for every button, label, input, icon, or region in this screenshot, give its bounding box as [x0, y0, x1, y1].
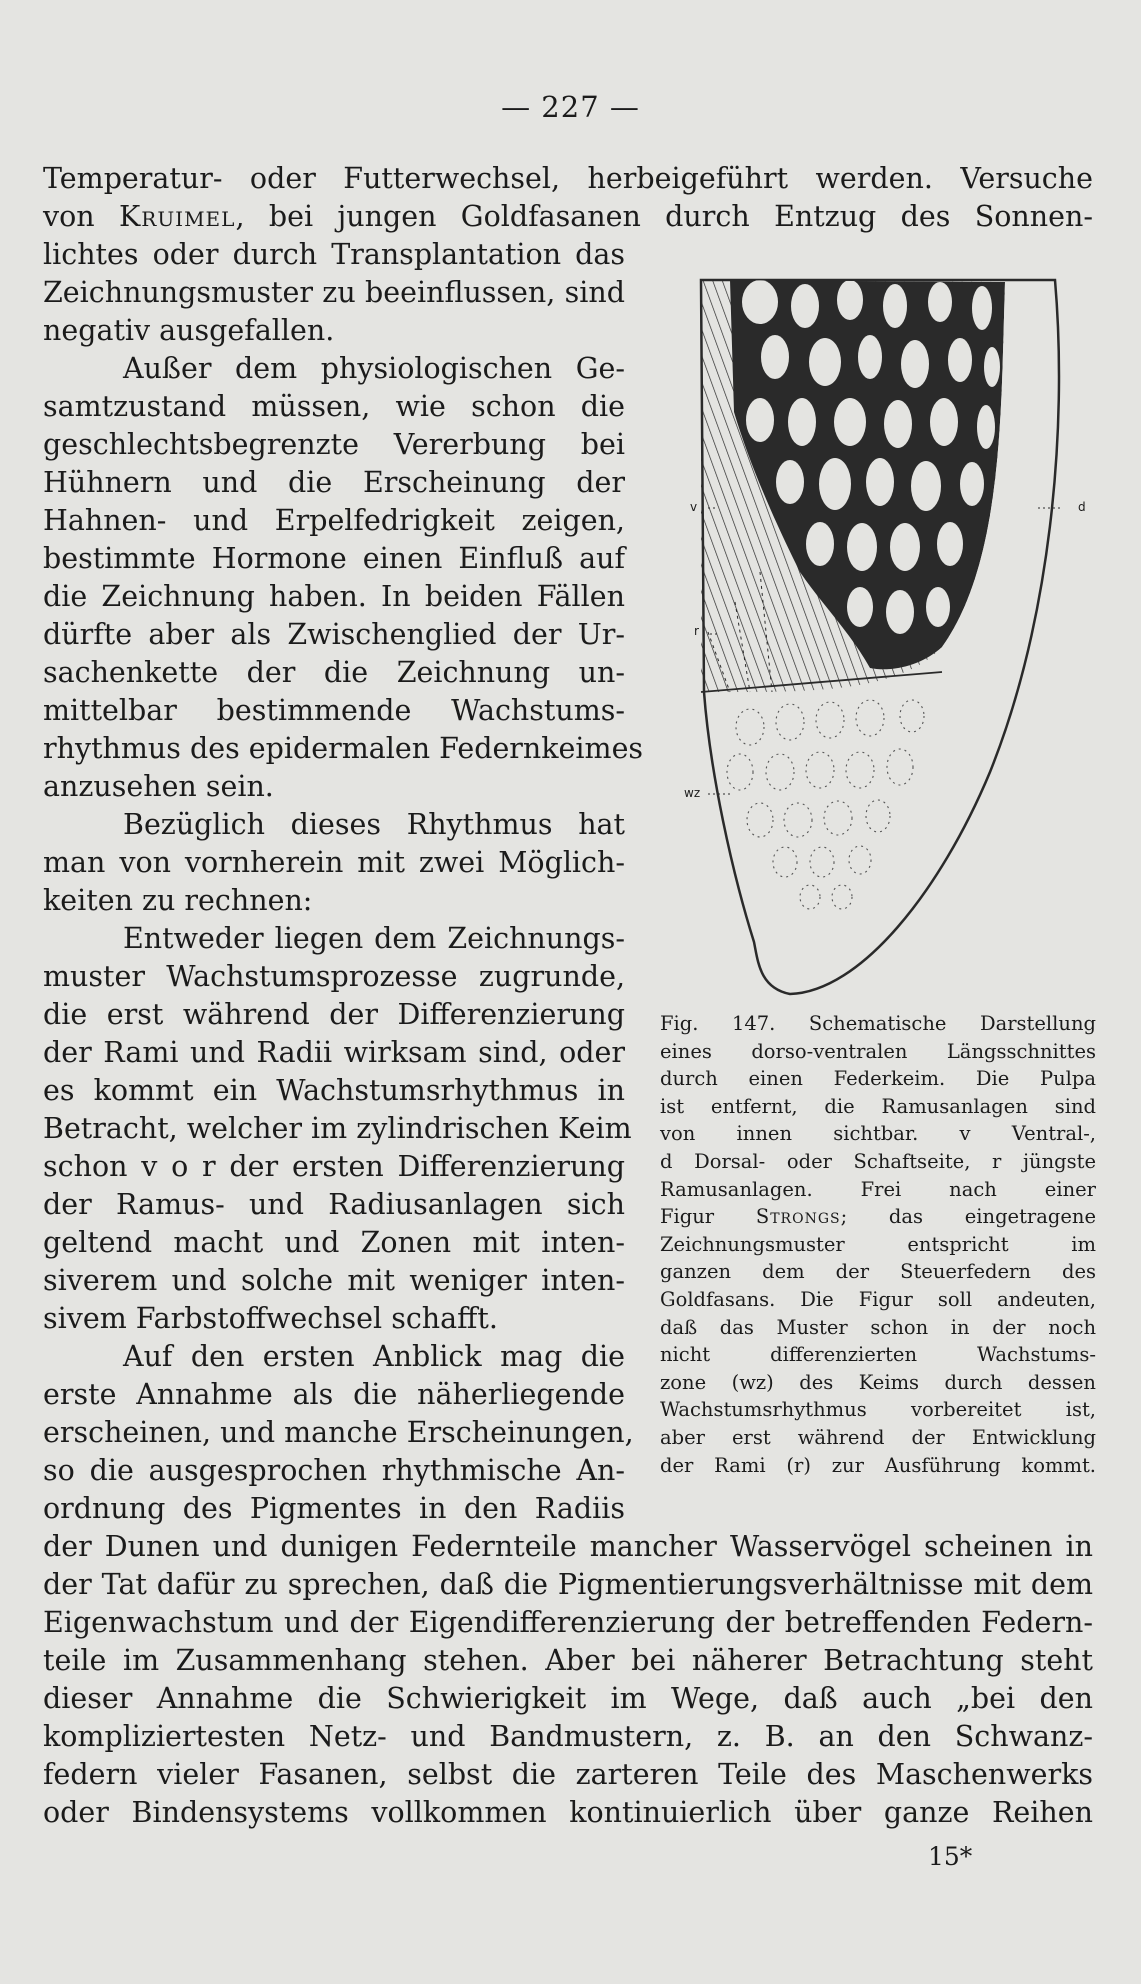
text-line: muster Wachstumsprozesse zugrunde, — [43, 960, 625, 993]
text-line: samtzustand müssen, wie schon die — [43, 390, 625, 423]
caption-line: Ramusanlagen. Frei nach einer — [660, 1177, 1096, 1201]
caption-line: nicht differenzierten Wachstums- — [660, 1343, 1096, 1367]
caption-line: von innen sichtbar. v Ventral-, — [660, 1122, 1096, 1146]
caption-line: Figur Strongs; das eingetragene — [660, 1205, 1096, 1229]
figure-caption — [660, 1010, 1096, 1479]
text-line: sivem Farbstoffwechsel schafft. — [43, 1302, 498, 1335]
text-line: Betracht, welcher im zylindrischen Keim — [43, 1112, 632, 1145]
text-line: der Ramus- und Radiusanlagen sich — [43, 1188, 625, 1221]
caption-line: Zeichnungsmuster entspricht im — [660, 1232, 1096, 1256]
text-line: erste Annahme als die näherliegende — [43, 1378, 625, 1411]
caption-line: Wachstumsrhythmus vorbereitet ist, — [660, 1398, 1096, 1422]
text-line: geschlechtsbegrenzte Vererbung bei — [43, 428, 625, 461]
text-line: geltend macht und Zonen mit inten- — [43, 1226, 625, 1259]
text-line: Hahnen- und Erpelfedrigkeit zeigen, — [43, 504, 625, 537]
text-line: kompliziertesten Netz- und Bandmustern, z. B. an den Schwanz- — [43, 1720, 1093, 1753]
text-line: Außer dem physiologischen Ge- — [123, 352, 625, 385]
text-line: Zeichnungsmuster zu beeinflussen, sind — [43, 276, 625, 309]
caption-line: eines dorso-ventralen Längsschnittes — [660, 1039, 1096, 1063]
label-young-rami: r — [694, 624, 699, 638]
figure-147 — [684, 272, 1090, 1012]
text-line: der Rami und Radii wirksam sind, oder — [43, 1036, 625, 1069]
caption-line: aber erst während der Entwicklung — [660, 1425, 1096, 1449]
text-line: oder Bindensystems vollkommen kontinuierlich über ganze Reihen — [43, 1796, 1093, 1829]
text-line: siverem und solche mit weniger inten- — [43, 1264, 625, 1297]
text-line: Hühnern und die Erscheinung der — [43, 466, 625, 499]
page-header: — 227 — — [501, 90, 640, 124]
text-line: der Dunen und dunigen Federnteile mancher Wasservögel scheinen in — [43, 1530, 1093, 1563]
text-line: man von vornherein mit zwei Möglich- — [43, 846, 625, 879]
text-line: bestimmte Hormone einen Einfluß auf — [43, 542, 625, 575]
text-line: lichtes oder durch Transplantation das — [43, 238, 625, 271]
text-line: federn vieler Fasanen, selbst die zarteren Teile des Maschenwerks — [43, 1758, 1093, 1791]
growth-zone-pattern — [727, 700, 924, 909]
text-line: dieser Annahme die Schwierigkeit im Wege, daß auch „bei den — [43, 1682, 1093, 1715]
text-line: die erst während der Differenzierung — [43, 998, 625, 1031]
caption-line: d Dorsal- oder Schaftseite, r jüngste — [660, 1149, 1096, 1173]
text-line: erscheinen, und manche Erscheinungen, — [43, 1416, 634, 1449]
text-line: Bezüglich dieses Rhythmus hat — [123, 808, 625, 841]
text-line: Temperatur- oder Futterwechsel, herbeigeführt werden. Versuche — [43, 162, 1093, 195]
text-line: teile im Zusammenhang stehen. Aber bei näherer Betrachtung steht — [43, 1644, 1093, 1677]
text-line: es kommt ein Wachstumsrhythmus in — [43, 1074, 625, 1107]
text-line: Eigenwachstum und der Eigendifferenzierung der betreffenden Federn- — [43, 1606, 1093, 1639]
feather-germ-diagram — [690, 272, 1090, 1012]
caption-line: durch einen Federkeim. Die Pulpa — [660, 1067, 1096, 1091]
text-line: so die ausgesprochen rhythmische An- — [43, 1454, 625, 1487]
caption-line: zone (wz) des Keims durch dessen — [660, 1370, 1096, 1394]
text-line: schon v o r der ersten Differenzierung — [43, 1150, 625, 1183]
text-line: Auf den ersten Anblick mag die — [123, 1340, 625, 1373]
text-line: die Zeichnung haben. In beiden Fällen — [43, 580, 625, 613]
text-line: mittelbar bestimmende Wachstums- — [43, 694, 625, 727]
signature-mark: 15* — [928, 1842, 973, 1871]
text-line: rhythmus des epidermalen Federnkeimes — [43, 732, 644, 765]
caption-line: ist entfernt, die Ramusanlagen sind — [660, 1094, 1096, 1118]
caption-line: daß das Muster schon in der noch — [660, 1315, 1096, 1339]
caption-line: ganzen dem der Steuerfedern des — [660, 1260, 1096, 1284]
label-growth-zone: wz — [684, 786, 701, 800]
caption-line: Fig. 147. Schematische Darstellung — [660, 1012, 1096, 1035]
text-line: der Tat dafür zu sprechen, daß die Pigmentierungsverhältnisse mit dem — [43, 1568, 1093, 1601]
text-line: von Kruimel, bei jungen Goldfasanen durch Entzug des Sonnen- — [43, 200, 1093, 233]
text-line: negativ ausgefallen. — [43, 314, 335, 347]
text-line: anzusehen sein. — [43, 770, 274, 803]
text-line: ordnung des Pigmentes in den Radiis — [43, 1492, 625, 1525]
caption-line: der Rami (r) zur Ausführung kommt. — [660, 1453, 1096, 1477]
text-line: dürfte aber als Zwischenglied der Ur- — [43, 618, 625, 651]
label-ventral: v — [690, 500, 698, 514]
label-dorsal: d — [1078, 500, 1086, 514]
text-line: keiten zu rechnen: — [43, 884, 313, 917]
caption-line: Goldfasans. Die Figur soll andeuten, — [660, 1287, 1096, 1311]
text-line: Entweder liegen dem Zeichnungs- — [123, 922, 625, 955]
text-line: sachenkette der die Zeichnung un- — [43, 656, 625, 689]
